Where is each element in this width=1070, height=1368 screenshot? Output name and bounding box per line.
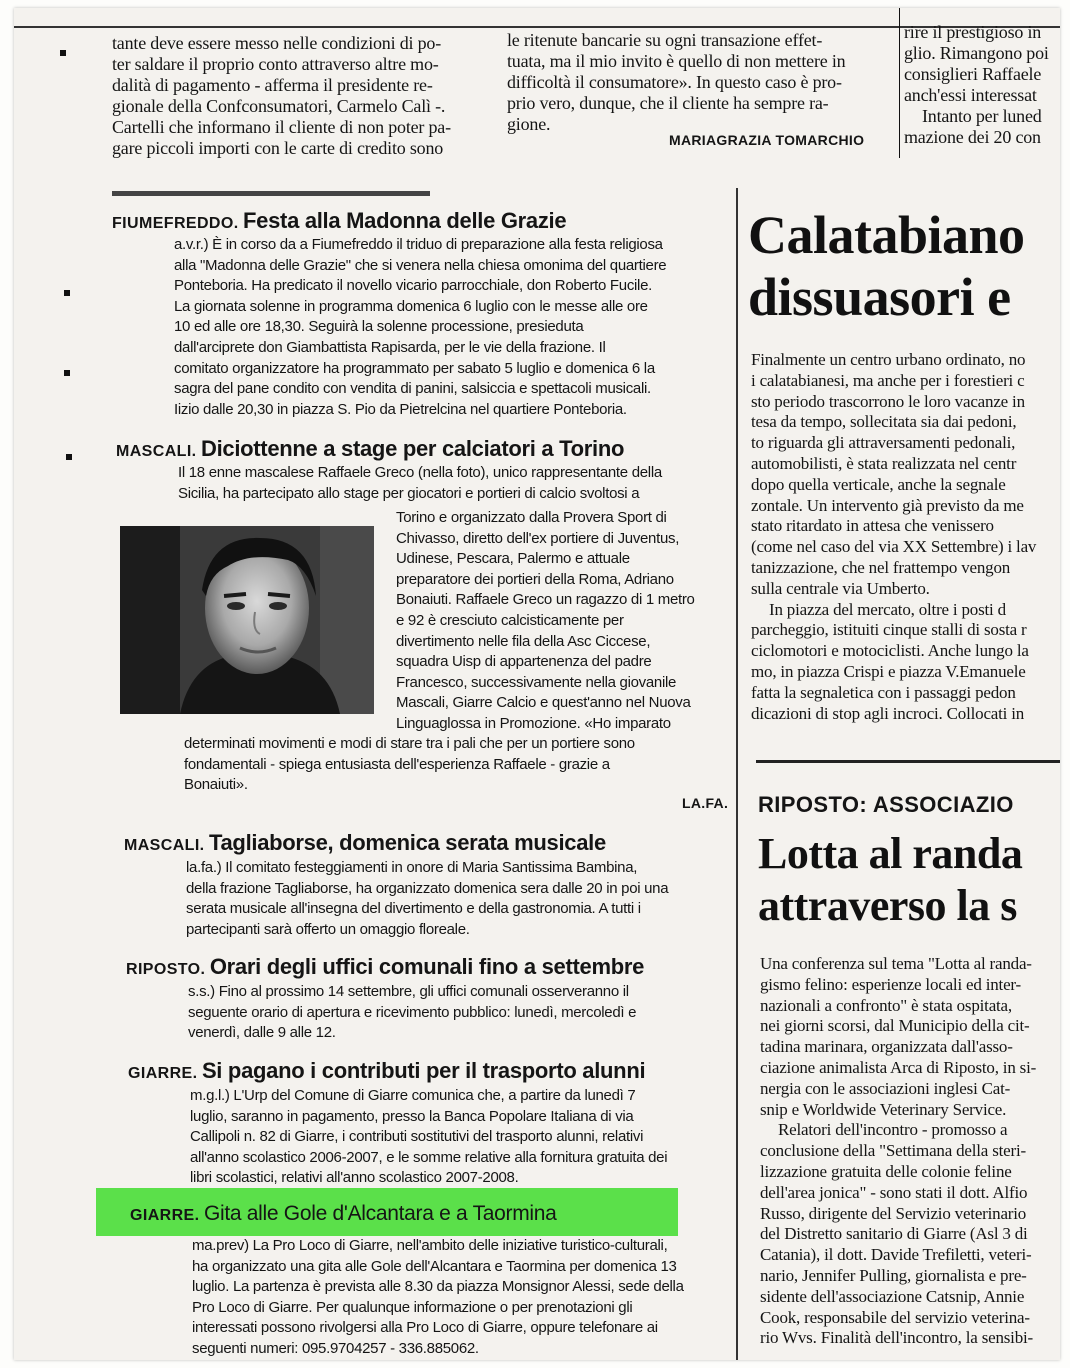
text-line: comitato organizzatore ha programmato per sabato 5 luglio e domenica 6 la <box>174 359 655 377</box>
text-line: determinati movimenti e modi di stare tra i pali che per un portiere sono <box>184 735 635 752</box>
text-line: venerdì, dalle 9 alle 12. <box>188 1024 336 1042</box>
text-line: dall'arciprete don Giambattista Rapisarda, per le vie della frazione. Il <box>174 338 606 356</box>
headline-line: attraverso la s <box>758 881 1017 930</box>
text-line: sagra del pane condito con vendita di panini, salsiccia e spettacoli musicali. <box>174 380 651 398</box>
text-line: all'anno scolastico 2006-2007, e le somme relative alla fornitura gratuita dei <box>190 1148 668 1166</box>
text-line: anch'essi interessat <box>904 85 1037 105</box>
margin-mark <box>60 50 66 56</box>
text-line: mo, in piazza Crispi e piazza V.Emanuele <box>751 661 1026 681</box>
portrait-image <box>120 526 374 714</box>
article-place: GIARRE. <box>128 1065 198 1082</box>
text-line: sto periodo trascorrono le loro vacanze in <box>751 391 1025 411</box>
article-body <box>174 235 666 420</box>
article-place: MASCALI. <box>116 443 197 460</box>
text-line: ma.prev) La Pro Loco di Giarre, nell'ambito delle iniziative turistico-culturali, <box>192 1237 668 1254</box>
text-line: gismo felino: esperienze locali ed inter- <box>760 974 1021 994</box>
text-line: Finalmente un centro urbano ordinato, no <box>751 350 1026 369</box>
text-line: Callipoli n. 82 di Giarre, i contributi sostitutivi del trasporto alunni, relativi <box>190 1128 644 1146</box>
text-line: tadina marinara, organizzata dall'asso- <box>760 1037 1013 1057</box>
text-line: dell'area jonica" - sono stati il dott. Alfio <box>760 1182 1028 1202</box>
text-line: lizzazione gratuita delle colonie feline <box>760 1161 1012 1181</box>
right-top-headline <box>748 204 1025 328</box>
text-line: ciazione animalista Arca di Riposto, in si- <box>760 1057 1037 1077</box>
text-line: Chivasso, diretto dell'ex portiere di Juventus, <box>396 529 680 547</box>
text-line: glio. Rimangono poi <box>904 43 1049 63</box>
text-line: Udinese, Pescara, Palermo e attuale <box>396 550 630 568</box>
text-line: fondamentali - spiega entusiasta dell'esperienza Raffaele - grazie a <box>184 755 610 773</box>
byline: MARIAGRAZIA TOMARCHIO <box>669 132 865 148</box>
byline: LA.FA. <box>682 795 729 811</box>
right-bottom-body <box>760 954 1036 1349</box>
right-bottom-headline <box>758 828 1022 932</box>
article-body <box>184 734 635 796</box>
text-line: nazionali a confronto" è stata ospitata, <box>760 995 1012 1015</box>
text-line: snip e Worldwide Veterinary Service. <box>760 1099 1007 1119</box>
text-line: Il 18 enne mascalese Raffaele Greco (nella foto), unico rappresentante della <box>178 464 662 481</box>
text-line: tanizzazione, che nel frattempo vengon <box>751 557 1011 577</box>
text-line: Sicilia, ha partecipato allo stage per giocatori e portieri di calcio svoltosi a <box>178 484 640 502</box>
text-line: zontale. Un intervento già previsto da me <box>751 495 1024 515</box>
text-line: sulla centrale via Umberto. <box>751 578 930 598</box>
text-line: stato ritardato in attesa che venissero <box>751 516 994 536</box>
article-title: Si pagano i contributi per il trasporto alunni <box>201 1058 646 1083</box>
right-top-body <box>751 350 1036 724</box>
text-line: (come nel caso del via XX Settembre) i lav <box>751 537 1037 557</box>
article-body-side <box>396 508 695 735</box>
top-middle-column <box>507 30 892 135</box>
text-line: Relatori dell'incontro - promosso a <box>778 1120 1008 1140</box>
text-line: nario, Jennifer Pulling, giornalista e pre- <box>760 1265 1027 1285</box>
text-line: partecipanti sarà offerto un omaggio floreale. <box>186 920 470 938</box>
article-place: RIPOSTO. <box>126 961 206 978</box>
text-line: e 92 è cresciuto calcisticamente per <box>396 611 624 629</box>
text-line: alla "Madonna delle Grazie" che si venera nella chiesa omonima del quartiere <box>174 256 667 274</box>
text-line: s.s.) Fino al prossimo 14 settembre, gli uffici comunali osserveranno il <box>188 983 629 1000</box>
article-heading <box>112 208 566 234</box>
text-line: Ponteboria. Ha predicato il novello vicario parrocchiale, don Roberto Fucile. <box>174 277 653 295</box>
headline-line: Lotta al randa <box>758 829 1023 878</box>
text-line: Una conferenza sul tema "Lotta al randa- <box>760 954 1032 973</box>
right-bottom-kicker: RIPOSTO: ASSOCIAZIO <box>758 792 1014 817</box>
newspaper-clipping <box>14 8 1060 1360</box>
text-line: dicazioni di stop agli incroci. Collocati in <box>751 703 1025 723</box>
text-line: parcheggio, istituiti cinque stalli di sosta r <box>751 620 1027 640</box>
text-line: gare piccoli importi con le carte di credito sono <box>112 138 444 158</box>
article-body <box>188 982 636 1044</box>
text-line: gione. <box>507 114 551 134</box>
text-line: La giornata solenne in programma domenica 6 luglio con le messe alle ore <box>174 297 648 315</box>
top-left-column <box>112 33 512 159</box>
article-body <box>192 1236 684 1360</box>
text-line: Catania), il dott. Davide Trefiletti, veteri- <box>760 1245 1032 1265</box>
text-line: dalità di pagamento - afferma il presidente re- <box>112 75 433 95</box>
headline-line: Calatabiano <box>748 205 1025 265</box>
text-line: seguente orario di apertura e ricevimento pubblico: lunedì, mercoledì e <box>188 1003 637 1021</box>
text-line: libri scolastici, relativi all'anno scolastico 2007-2008. <box>190 1169 519 1187</box>
text-line: interessati possono rivolgersi alla Pro Loco di Giarre, oppure telefonare ai <box>192 1319 658 1337</box>
text-line: Pro Loco di Giarre. Per qualunque informazione o per prenotazioni gli <box>192 1298 633 1316</box>
article-body <box>186 858 668 940</box>
article-title: Gita alle Gole d'Alcantara e a Taormina <box>203 1202 557 1225</box>
text-line: Bonaiuti». <box>184 776 248 794</box>
article-place: MASCALI. <box>124 837 205 854</box>
article-place: FIUMEFREDDO. <box>112 215 239 232</box>
article-heading <box>124 830 606 856</box>
portrait-photo <box>120 526 374 714</box>
text-line: la.fa.) Il comitato festeggiamenti in onore di Maria Santissima Bambina, <box>186 859 638 876</box>
top-right-column <box>904 22 1060 148</box>
article-heading <box>128 1058 645 1084</box>
text-line: Mascali, Giarre Calcio e quest'anno nel Nuova <box>396 694 691 712</box>
article-heading <box>126 954 644 980</box>
article-heading <box>116 436 624 462</box>
text-line: m.g.l.) L'Urp del Comune di Giarre comunica che, a partire da lunedì 7 <box>190 1087 636 1104</box>
text-line: Russo, dirigente del Servizio veterinario <box>760 1203 1027 1223</box>
text-line: ciclomotori e motociclisti. Anche lungo la <box>751 641 1029 661</box>
text-line: sidente dell'associazione Catsnip, Annie <box>760 1286 1025 1306</box>
article-title: Tagliaborse, domenica serata musicale <box>208 830 606 855</box>
text-line: tante deve essere messo nelle condizioni di po- <box>112 33 441 53</box>
article-place: GIARRE. <box>130 1207 200 1224</box>
text-line: Francesco, successivamente nella giovanile <box>396 673 677 691</box>
article-title: Festa alla Madonna delle Grazie <box>243 208 567 233</box>
margin-mark <box>64 370 70 376</box>
text-line: fatta la segnaletica con i passaggi pedon <box>751 682 1016 702</box>
margin-mark <box>64 290 70 296</box>
text-line: to riguarda gli attraversamenti pedonali, <box>751 433 1016 453</box>
text-line: preparatore dei portieri della Roma, Adriano <box>396 570 674 588</box>
article-body <box>178 463 662 504</box>
text-line: prio vero, dunque, che il cliente ha sempre ra- <box>507 93 829 113</box>
text-line: ter saldare il proprio conto attraverso altre mo- <box>112 54 439 74</box>
text-line: nergia con le associazioni inglesi Cat- <box>760 1078 1011 1098</box>
text-line: Torino e organizzato dalla Provera Sport di <box>396 509 667 526</box>
column-rule <box>899 8 900 158</box>
text-line: i calatabianesi, ma anche per i forestieri c <box>751 370 1025 390</box>
article-title: Orari degli uffici comunali fino a settembre <box>209 954 645 979</box>
text-line: serata musicale all'insegna del divertimento e della gastronomia. A tutti i <box>186 900 641 918</box>
text-line: gionale della Confconsumatori, Carmelo Calì -. <box>112 96 446 116</box>
text-line: 10 ed alle ore 18,30. Seguirà la solenne processione, presieduta <box>174 318 584 336</box>
text-line: le ritenute bancarie su ogni transazione effet- <box>507 30 823 50</box>
headline-line: dissuasori e <box>748 267 1011 327</box>
text-line: Cook, responsabile del servizio veterina- <box>760 1307 1030 1327</box>
text-line: rio Wvs. Finalità dell'incontro, la sensibi- <box>760 1328 1033 1348</box>
text-line: luglio, saranno in pagamento, presso la Banca Popolare Italiana di via <box>190 1107 634 1125</box>
section-rule <box>112 191 430 196</box>
vertical-column-rule <box>736 188 738 1360</box>
text-line: mazione dei 20 con <box>904 127 1041 147</box>
text-line: del Distretto sanitario di Giarre (Asl 3 di <box>760 1224 1028 1244</box>
text-line: dopo quella verticale, anche la segnale <box>751 474 1006 494</box>
text-line: divertimento nelle fila della Asc Ciccese, <box>396 632 651 650</box>
text-line: squadra Uisp di appartenenza del padre <box>396 653 652 671</box>
text-line: della frazione Tagliaborse, ha organizzato domenica sera dalle 20 in poi una <box>186 879 669 897</box>
text-line: In piazza del mercato, oltre i posti d <box>769 599 1006 619</box>
article-title: Diciottenne a stage per calciatori a Torino <box>200 436 625 461</box>
text-line: tuata, ma il mio invito è quello di non mettere in <box>507 51 846 71</box>
text-line: difficoltà il consumatore». In questo caso è pro- <box>507 72 842 92</box>
text-line: luglio. La partenza è prevista alle 8.30 da piazza Monsignor Alessi, sede della <box>192 1278 684 1296</box>
text-line: automobilisti, è stata realizzata nel centr <box>751 453 1017 473</box>
text-line: rire il prestigioso in <box>904 22 1042 42</box>
text-line: consiglieri Raffaele <box>904 64 1042 84</box>
text-line: Linguaglossa in Promozione. «Ho imparato <box>396 714 671 732</box>
text-line: Iizio dalle 20,30 in piazza S. Pio da Pietrelcina nel quartiere Ponteboria. <box>174 400 627 418</box>
text-line: Intanto per luned <box>922 106 1042 126</box>
margin-mark <box>66 454 72 460</box>
article-heading <box>130 1202 557 1226</box>
text-line: nei giorni scorsi, dal Municipio della cit- <box>760 1016 1030 1036</box>
text-line: conclusione della "Settimana della steri- <box>760 1141 1026 1161</box>
text-line: tesa da tempo, sollecitata sia dai pedoni, <box>751 412 1017 432</box>
text-line: a.v.r.) È in corso da a Fiumefreddo il triduo di preparazione alla festa religiosa <box>174 236 663 253</box>
text-line: seguenti numeri: 095.9704257 - 336.885062. <box>192 1339 479 1357</box>
text-line: Bonaiuti. Raffaele Greco un ragazzo di 1 metro <box>396 591 695 609</box>
text-line: ha organizzato una gita alle Gole dell'Alcantara e Taormina per domenica 13 <box>192 1257 677 1275</box>
text-line: Cartelli che informano il cliente di non poter pa- <box>112 117 451 137</box>
section-rule <box>756 760 1060 763</box>
article-body <box>190 1086 667 1189</box>
